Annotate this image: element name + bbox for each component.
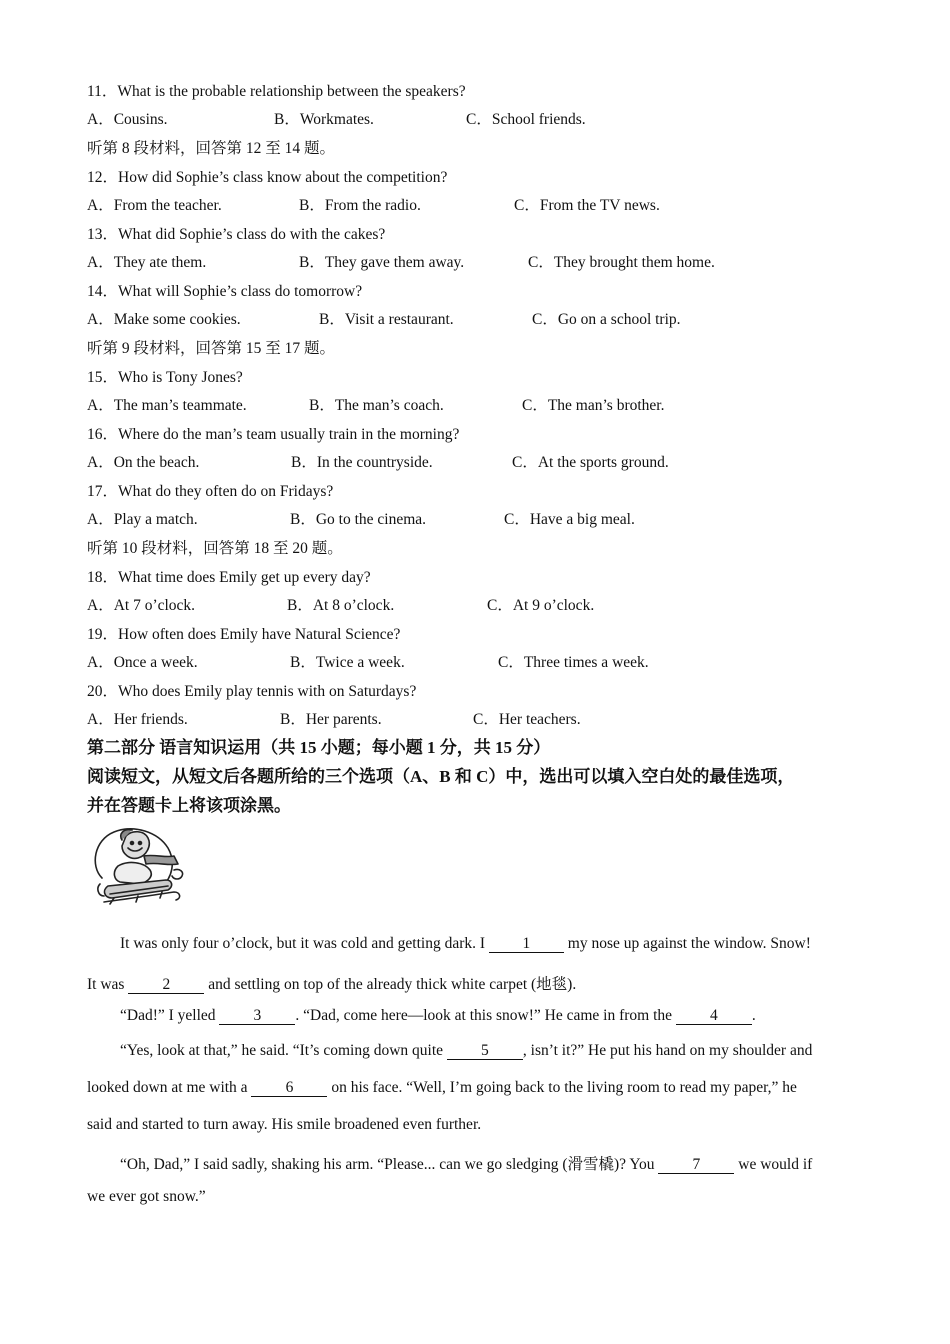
passage-line-3 bbox=[120, 1007, 900, 1025]
option-18-c: C．At 9 o’clock. bbox=[487, 597, 595, 614]
passage-text: , isn’t it?” He put his hand on my shoulder and bbox=[522, 1042, 813, 1059]
passage-text: “Dad!” I yelled bbox=[120, 1007, 220, 1024]
option-15-a: A．The man’s teammate. bbox=[87, 397, 247, 414]
blank-1: 1 bbox=[489, 935, 564, 953]
question-17: 17．What do they often do on Fridays? bbox=[87, 483, 334, 500]
passage-line-7 bbox=[120, 1152, 900, 1174]
section-9-heading: 听第 9 段材料，回答第 15 至 17 题。 bbox=[87, 340, 336, 357]
question-13: 13．What did Sophie’s class do with the cakes? bbox=[87, 226, 386, 243]
passage-text: looked down at me with a bbox=[87, 1079, 252, 1096]
option-12-b: B．From the radio. bbox=[299, 197, 421, 214]
option-19-b: B．Twice a week. bbox=[290, 654, 405, 671]
option-18-b: B．At 8 o’clock. bbox=[287, 597, 395, 614]
option-15-c: C．The man’s brother. bbox=[522, 397, 665, 414]
passage-text: “Yes, look at that,” he said. “It’s coming down quite bbox=[120, 1042, 447, 1059]
passage-line-4 bbox=[120, 1042, 900, 1060]
option-16-c: C．At the sports ground. bbox=[512, 454, 669, 471]
blank-3: 3 bbox=[219, 1007, 295, 1025]
question-12: 12．How did Sophie’s class know about the competition? bbox=[87, 169, 448, 186]
section-10-heading: 听第 10 段材料，回答第 18 至 20 题。 bbox=[87, 540, 343, 557]
option-16-a: A．On the beach. bbox=[87, 454, 200, 471]
blank-4: 4 bbox=[676, 1007, 752, 1025]
option-14-a: A．Make some cookies. bbox=[87, 311, 241, 328]
passage-text: It was only four o’clock, but it was cold and getting dark. I bbox=[120, 935, 489, 952]
option-17-b: B．Go to the cinema. bbox=[290, 511, 427, 528]
option-17-a: A．Play a match. bbox=[87, 511, 198, 528]
option-20-c: C．Her teachers. bbox=[473, 711, 581, 728]
section-8-heading: 听第 8 段材料，回答第 12 至 14 题。 bbox=[87, 140, 336, 157]
option-19-a: A．Once a week. bbox=[87, 654, 198, 671]
option-13-b: B．They gave them away. bbox=[299, 254, 465, 271]
part-2-instruction-line-2: 并在答题卡上将该项涂黑。 bbox=[87, 796, 291, 815]
option-11-b: B．Workmates. bbox=[274, 111, 374, 128]
option-20-a: A．Her friends. bbox=[87, 711, 188, 728]
question-11: 11．What is the probable relationship between the speakers? bbox=[87, 83, 466, 100]
option-12-a: A．From the teacher. bbox=[87, 197, 222, 214]
passage-text: and settling on top of the already thick white carpet (地毯). bbox=[204, 976, 577, 993]
passage-text: we would if bbox=[734, 1156, 813, 1173]
option-14-c: C．Go on a school trip. bbox=[532, 311, 681, 328]
option-15-b: B．The man’s coach. bbox=[309, 397, 444, 414]
option-13-a: A．They ate them. bbox=[87, 254, 207, 271]
option-18-a: A．At 7 o’clock. bbox=[87, 597, 196, 614]
question-16: 16．Where do the man’s team usually train in the morning? bbox=[87, 426, 460, 443]
option-11-c: C．School friends. bbox=[466, 111, 586, 128]
passage-text: on his face. “Well, I’m going back to the living room to read my paper,” he bbox=[327, 1079, 797, 1096]
passage-text: . bbox=[751, 1007, 756, 1024]
option-12-c: C．From the TV news. bbox=[514, 197, 660, 214]
option-20-b: B．Her parents. bbox=[280, 711, 382, 728]
part-2-instruction-line-1: 阅读短文，从短文后各题所给的三个选项（A、B 和 C）中，选出可以填入空白处的最佳选项， bbox=[87, 767, 795, 786]
passage-text: . “Dad, come here—look at this snow!” He came in from the bbox=[295, 1007, 676, 1024]
sledging-child-illustration bbox=[88, 826, 188, 918]
passage-text: “Oh, Dad,” I said sadly, shaking his arm. “Please... can we go sledging (滑雪橇)? You bbox=[120, 1156, 659, 1173]
passage-line-6: said and started to turn away. His smile broadened even further. bbox=[87, 1116, 482, 1133]
question-20: 20．Who does Emily play tennis with on Saturdays? bbox=[87, 683, 417, 700]
blank-5: 5 bbox=[447, 1042, 523, 1060]
option-14-b: B．Visit a restaurant. bbox=[319, 311, 454, 328]
passage-line-5 bbox=[87, 1079, 867, 1097]
question-19: 19．How often does Emily have Natural Science? bbox=[87, 626, 401, 643]
blank-7: 7 bbox=[658, 1156, 734, 1174]
option-11-a: A．Cousins. bbox=[87, 111, 168, 128]
question-14: 14．What will Sophie’s class do tomorrow? bbox=[87, 283, 363, 300]
option-13-c: C．They brought them home. bbox=[528, 254, 715, 271]
blank-2: 2 bbox=[128, 976, 204, 994]
passage-line-8: we ever got snow.” bbox=[87, 1188, 206, 1205]
passage-text: my nose up against the window. Snow! bbox=[563, 935, 811, 952]
option-19-c: C．Three times a week. bbox=[498, 654, 649, 671]
blank-6: 6 bbox=[251, 1079, 327, 1097]
option-16-b: B．In the countryside. bbox=[291, 454, 433, 471]
question-15: 15．Who is Tony Jones? bbox=[87, 369, 243, 386]
part-2-title: 第二部分 语言知识运用（共 15 小题；每小题 1 分，共 15 分） bbox=[87, 738, 551, 757]
passage-text: It was bbox=[87, 976, 129, 993]
passage-line-2 bbox=[87, 972, 867, 994]
option-17-c: C．Have a big meal. bbox=[504, 511, 635, 528]
passage-line-1 bbox=[120, 935, 900, 953]
question-18: 18．What time does Emily get up every day? bbox=[87, 569, 371, 586]
